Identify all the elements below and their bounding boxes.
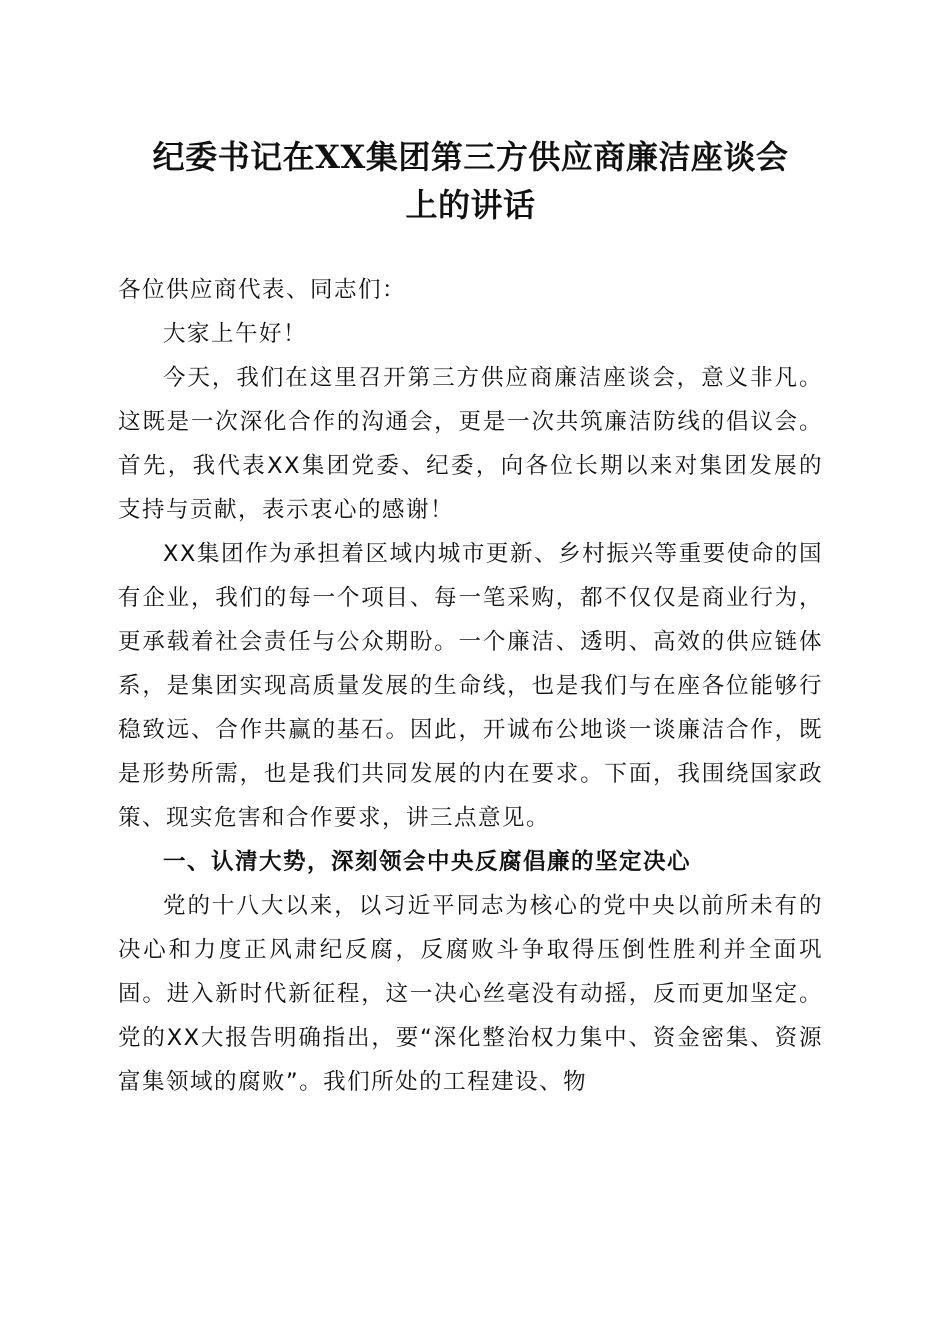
section-heading-1: 一、认清大势，深刻领会中央反腐倡廉的坚定决心 xyxy=(163,849,692,875)
paragraph-intro: 今天，我们在这里召开第三方供应商廉洁座谈会，意义非凡。这既是一次深化合作的沟通会，更是一次共筑廉洁防线的倡议会。首先，我代表XX集团党委、纪委，向各位长期以来对集团发展的支持与贡献，表示衷心的感谢！ xyxy=(118,365,823,523)
section-1-paragraph: 党的十八大以来，以习近平同志为核心的党中央以前所未有的决心和力度正风肃纪反腐，反腐败斗争取得压倒性胜利并全面巩固。进入新时代新征程，这一决心丝毫没有动摇，反而更加坚定。党的XX大报告明确指出，要“深化整治权力集中、资金密集、资源富集领域的腐败”。我们所处的工程建设、物 xyxy=(118,893,823,1095)
salutation: 各位供应商代表、同志们： xyxy=(118,277,407,303)
title-line-2: 上的讲话 xyxy=(405,186,536,224)
title-line-1: 纪委书记在XX集团第三方供应商廉洁座谈会 xyxy=(152,138,789,176)
document-page xyxy=(118,133,823,1104)
paragraph-context: XX集团作为承担着区域内城市更新、乡村振兴等重要使命的国有企业，我们的每一个项目、每一笔采购，都不仅仅是商业行为，更承载着社会责任与公众期盼。一个廉洁、透明、高效的供应链体系，是集团实现高质量发展的生命线，也是我们与在座各位能够行稳致远、合作共赢的基石。因此，开诚布公地谈一谈廉洁合作，既是形势所需，也是我们共同发展的内在要求。下面，我围绕国家政策、现实危害和合作要求，讲三点意见。 xyxy=(118,541,823,831)
document-body xyxy=(118,268,823,1104)
document-title xyxy=(118,133,823,229)
greeting: 大家上午好！ xyxy=(163,321,308,347)
